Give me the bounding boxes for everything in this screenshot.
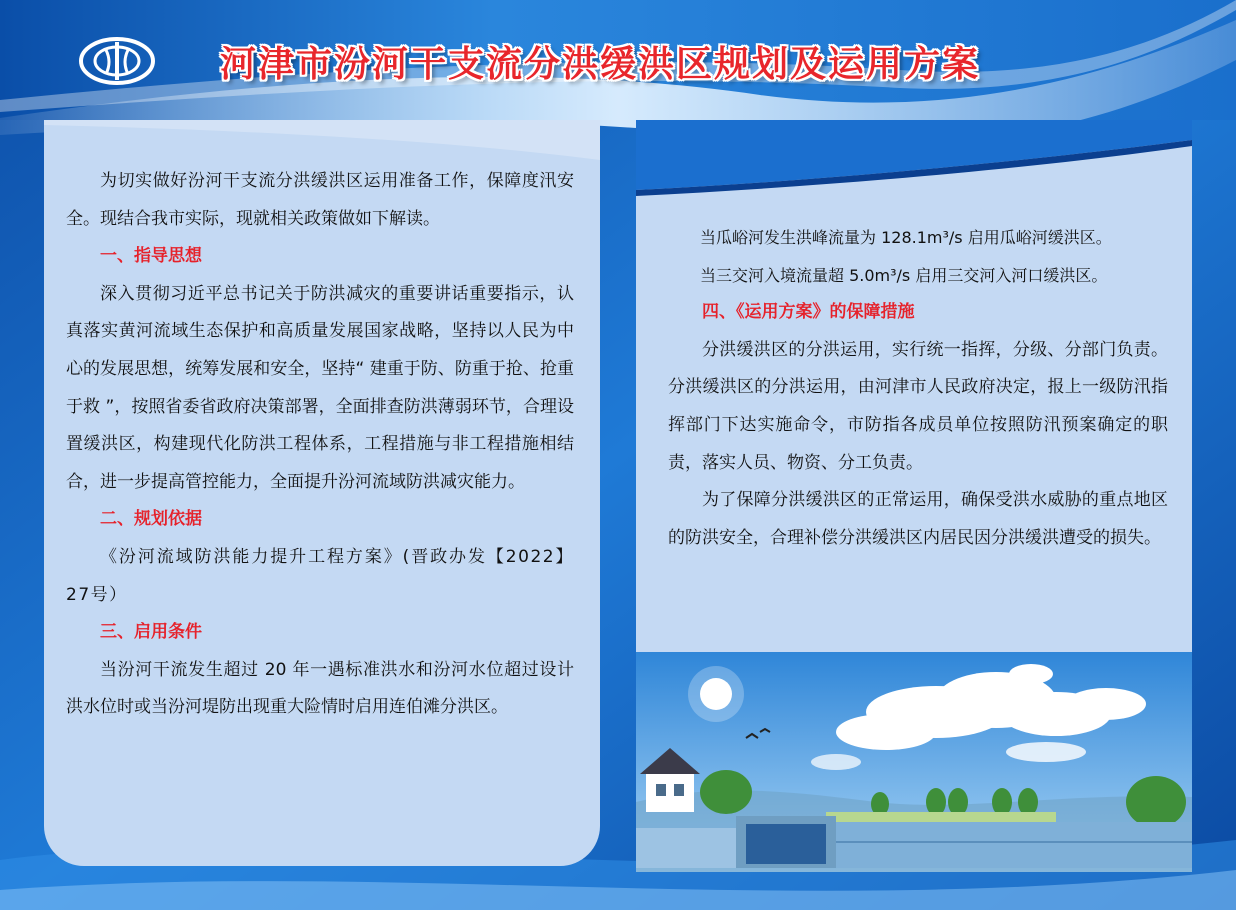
sanjiao-condition-paragraph: 当三交河入境流量超 5.0m³/s 启用三交河入河口缓洪区。 xyxy=(700,265,1108,285)
landscape-illustration xyxy=(636,652,1192,872)
activation-conditions-paragraph: 当汾河干流发生超过 20 年一遇标准洪水和汾河水位超过设计洪水位时或当汾河堤防出现重大险情时启用连伯滩分洪区。 xyxy=(66,659,574,718)
right-column-text xyxy=(668,219,1168,557)
page-title: 河津市汾河干支流分洪缓洪区规划及运用方案 xyxy=(220,43,981,85)
left-column-text xyxy=(66,163,574,727)
sun-icon xyxy=(688,666,744,722)
water-conservancy-emblem-icon xyxy=(78,36,156,86)
section-heading-guiding-thought: 一、指导思想 xyxy=(100,246,202,267)
section-heading-safeguard-measures: 四、《运用方案》的保障措施 xyxy=(702,302,915,323)
section-heading-activation-conditions: 三、启用条件 xyxy=(100,622,202,643)
guayu-condition-paragraph: 当瓜峪河发生洪峰流量为 128.1m³/s 启用瓜峪河缓洪区。 xyxy=(700,228,1112,247)
section-heading-planning-basis: 二、规划依据 xyxy=(100,509,202,530)
guiding-thought-paragraph: 深入贯彻习近平总书记关于防洪减灾的重要讲话重要指示，认真落实黄河流域生态保护和高质量发展国家战略，坚持以人民为中心的发展思想，统筹发展和安全，坚持“ 建重于防、防重于抢、抢重于救 ”，按照省委省政府决策部署，全面排查防洪薄弱环节，合理设置缓洪区，构建现代化防洪工程体系，工程措施与非工程措施相结合，进一步提高管控能力，全面提升汾河流域防洪减灾能力。 xyxy=(66,283,574,492)
safeguard-measures-paragraph-1: 分洪缓洪区的分洪运用，实行统一指挥，分级、分部门负责。分洪缓洪区的分洪运用，由河津市人民政府决定，报上一级防汛指挥部门下达实施命令，市防指各成员单位按照防汛预案确定的职责，落实人员、物资、分工负责。 xyxy=(668,339,1168,473)
right-panel-top-wave xyxy=(636,120,1192,210)
safeguard-measures-paragraph-2: 为了保障分洪缓洪区的正常运用，确保受洪水威胁的重点地区的防洪安全，合理补偿分洪缓洪区内居民因分洪缓洪遭受的损失。 xyxy=(668,490,1168,548)
planning-basis-paragraph: 《汾河流域防洪能力提升工程方案》(晋政办发【2022】27号） xyxy=(66,546,574,605)
intro-paragraph: 为切实做好汾河干支流分洪缓洪区运用准备工作，保障度汛安全。现结合我市实际，现就相关政策做如下解读。 xyxy=(66,171,574,229)
